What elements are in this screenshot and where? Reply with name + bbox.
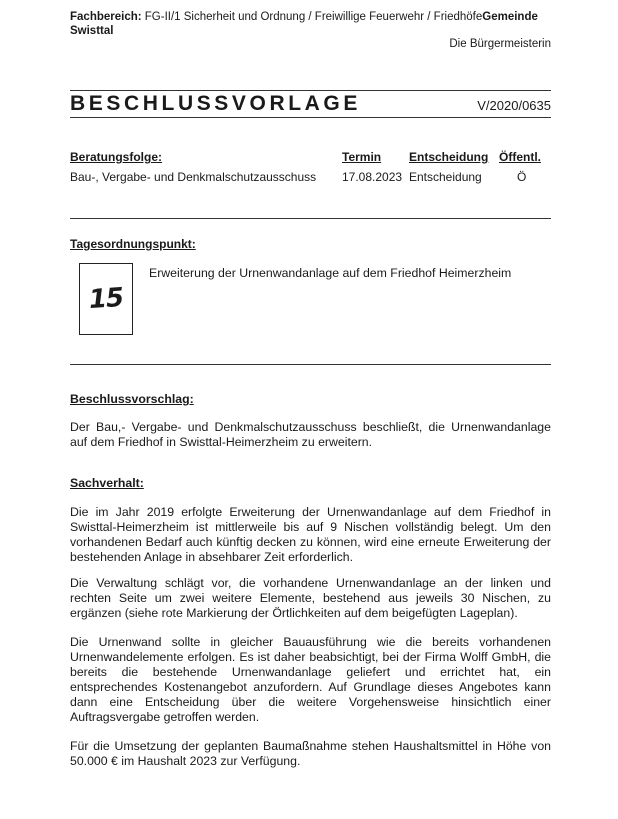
col-header-decision: Entscheidung (409, 150, 489, 164)
document-title: BESCHLUSSVORLAGE (70, 92, 361, 115)
facts-paragraph-1: Die im Jahr 2019 erfolgte Erweiterung der Urnenwandanlage auf dem Friedhof in Swisttal-Heimerzheim ist mittlerweile bis auf 9 Nischen vollständig belegt. Um den vorhandenen Bedarf auch künftig decken zu können, wird eine erneute Erweiterung der bestehenden Anlage in absehbarer Zeit erforderlich. (70, 505, 551, 564)
agenda-label: Tagesordnungspunkt: (70, 237, 196, 251)
facts-paragraph-2: Die Verwaltung schlägt vor, die vorhandene Urnenwandanlage an der linken und rechten Seite um zwei weitere Elemente, bestehend aus jeweils 30 Nischen, zu ergänzen (siehe rote Markierung der Örtlichkeiten auf dem beigefügten Lageplan). (70, 576, 551, 620)
row-public: Ö (517, 170, 527, 184)
col-header-date: Termin (342, 150, 382, 164)
proposal-label: Beschlussvorschlag: (70, 392, 194, 406)
facts-paragraph-4: Für die Umsetzung der geplanten Baumaßnahme stehen Haushaltsmittel in Höhe von 50.000 € im Haushalt 2023 zur Verfügung. (70, 739, 551, 768)
document-number: V/2020/0635 (477, 98, 551, 113)
agenda-number-handwritten: 15 (87, 282, 125, 316)
mayor-label: Die Bürgermeisterin (449, 38, 551, 50)
proposal-text: Der Bau,- Vergabe- und Denkmalschutzausschuss beschließt, die Urnenwandanlage auf dem Friedhof in Swisttal-Heimerzheim zu erweitern. (70, 420, 551, 449)
org-name-part1: Gemeinde (482, 11, 538, 23)
section-divider-2 (70, 364, 551, 365)
title-top-rule (70, 90, 551, 91)
department-line (70, 10, 538, 24)
facts-paragraph-3: Die Urnenwand sollte in gleicher Bauausführung wie die bereits vorhandenen Urnenwandelemente erfolgen. Es ist daher beabsichtigt, bei der Firma Wolff GmbH, die bereits die bestehende Urnenwandanlage geliefert und errichtet hat, ein entsprechendes Kostenangebot anzufordern. Auf Grundlage dieses Angebotes kann dann eine Entscheidung über die weitere Vorgehensweise hinsichtlich einer Auftragsvergabe getroffen werden. (70, 635, 551, 724)
row-decision: Entscheidung (409, 170, 482, 184)
row-date: 17.08.2023 (342, 170, 403, 184)
facts-label: Sachverhalt: (70, 476, 144, 490)
org-name-part2: Swisttal (70, 25, 114, 37)
row-committee: Bau-, Vergabe- und Denkmalschutzausschuss (70, 170, 317, 184)
agenda-number-box (79, 263, 133, 335)
agenda-title: Erweiterung der Urnenwandanlage auf dem Friedhof Heimerzheim (149, 266, 512, 280)
title-bottom-rule (70, 117, 551, 118)
consultation-header: Beratungsfolge: (70, 150, 163, 164)
col-header-public: Öffentl. (499, 150, 541, 164)
department-value: FG-II/1 Sicherheit und Ordnung / Freiwillige Feuerwehr / Friedhöfe (144, 11, 483, 23)
section-divider-1 (70, 218, 551, 219)
department-label: Fachbereich: (70, 11, 142, 23)
